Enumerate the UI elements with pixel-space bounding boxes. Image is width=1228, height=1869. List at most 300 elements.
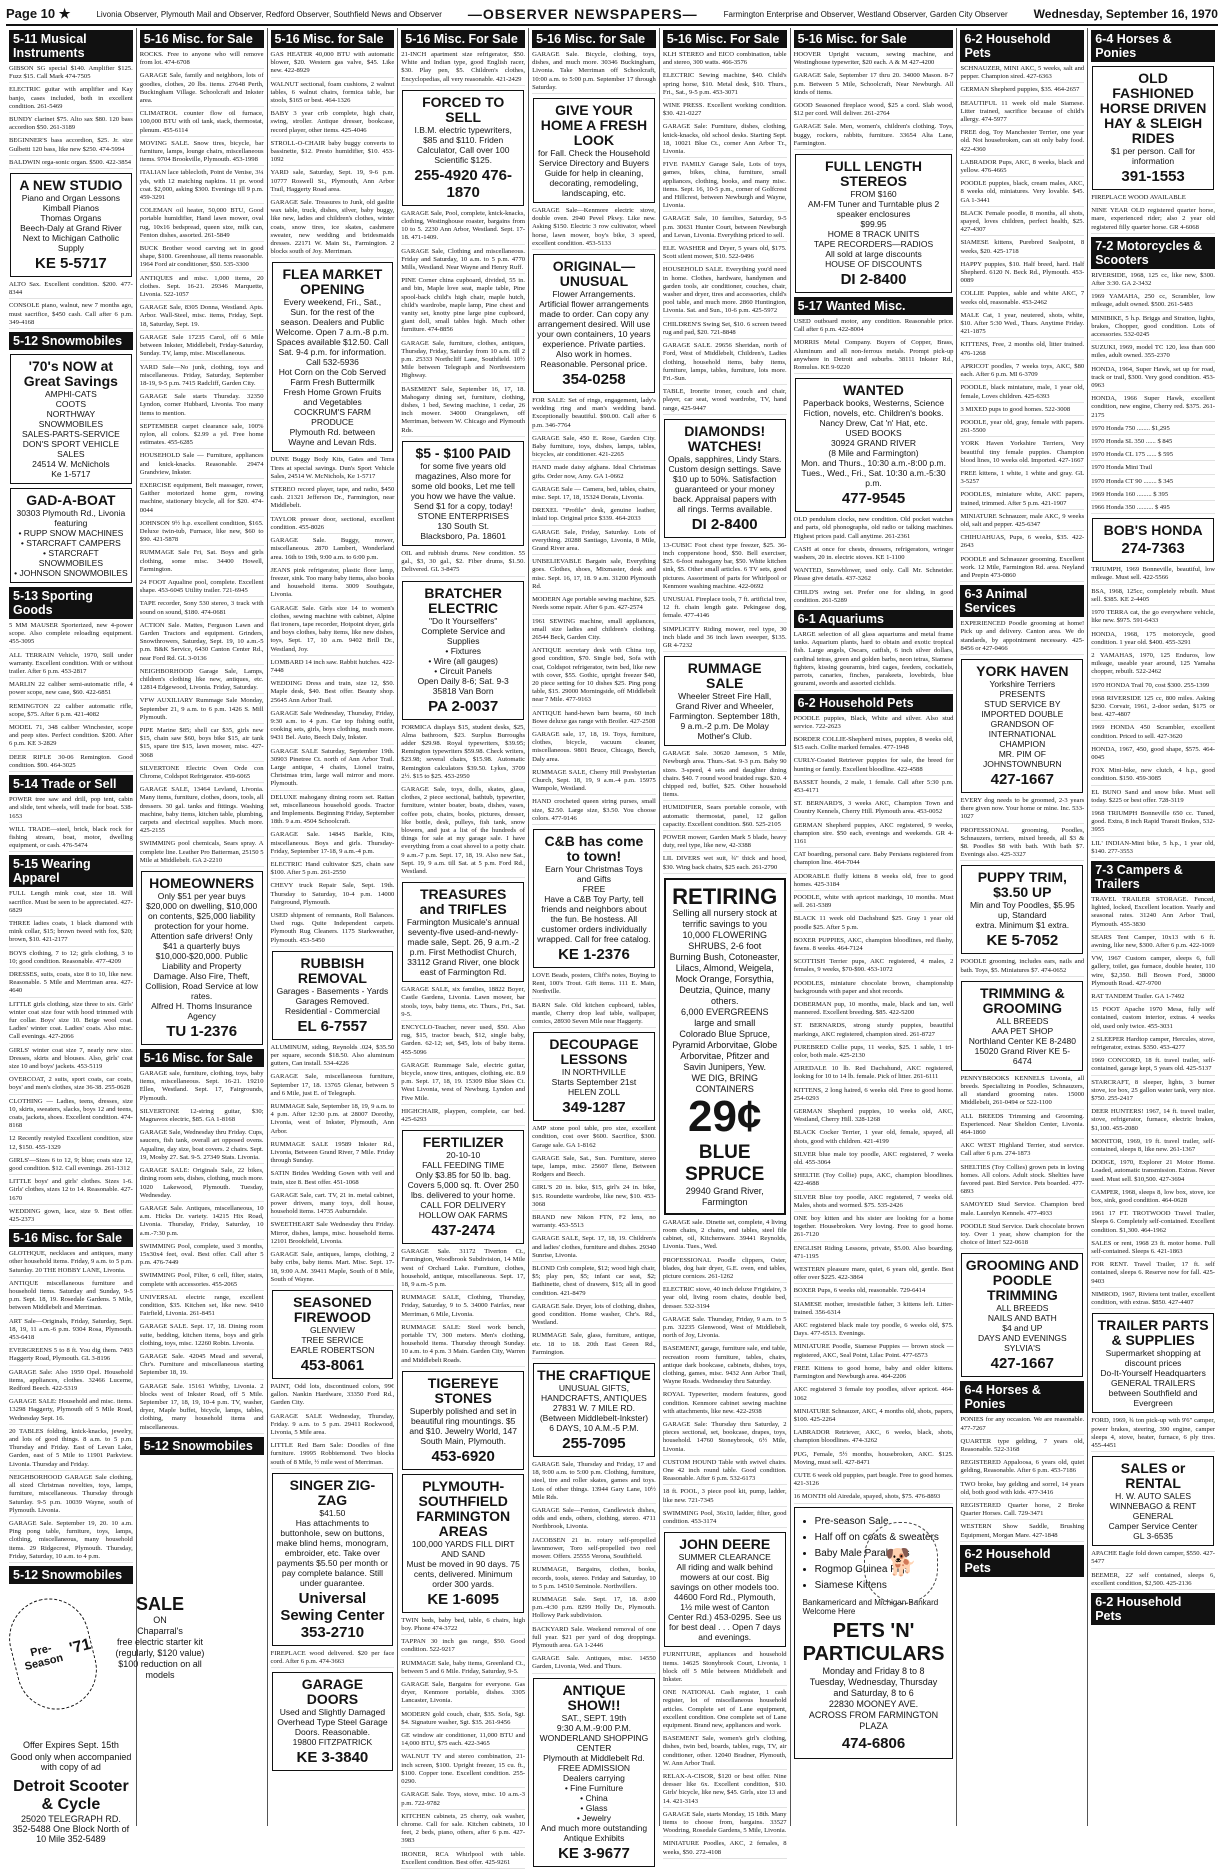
pets-intro: Bankamericard and Michigan Bankard Welcome Here <box>802 1597 939 1616</box>
display-ad <box>533 98 655 203</box>
classified-ad: BOXER Pups, 6 weeks old, reasonable. 729-6414 <box>794 1287 954 1297</box>
display-ad-line: Yorkshire Terriers <box>989 678 1056 689</box>
classified-ad: PROFESSIONAL grooming, Poodles, Schnauzers, terriers, mixed breeds, all $3 & $8. Poodles $8 with bath. With bath $7. Evenings also. 425-3327 <box>960 827 1084 862</box>
classified-ad: ROCKS. Free to anyone who will remove from lot. 474-6708 <box>140 51 264 69</box>
display-ad-title: FLEA MARKET OPENING <box>282 266 383 298</box>
display-ad-title: SINGER ZIG-ZAG <box>289 1476 376 1508</box>
display-ad-title: C&B has come to town! <box>544 832 644 864</box>
classified-ad: MINIATURE Poodles, AKC, 2 females, 8 weeks, $50. 272-4108 <box>663 1840 787 1858</box>
retiring-ad-line: WE DIG, BRING CONTAINERS <box>691 1072 758 1094</box>
retiring-ad-line: large and small <box>694 1017 756 1028</box>
display-ad-phone: KE 3-9677 <box>558 1844 630 1862</box>
classified-ad: GARAGE Sale: Also 1959 Opel. Household items, appliances, clothes. 32466 Lucerne, Redford Beech. 422-5319 <box>9 1369 133 1396</box>
classified-ad: ANTIQUES and misc. 1,000 items, 20 clothes. Sept. 16-21. 29346 Marquette, Livonia. 522-1057 <box>140 275 264 302</box>
classified-ad: GARAGE Sale. Girls size 14 to women's clothes, sewing machine with cabinet, Alpine flat ironers, tape recorder, Hotpoint dryer, girls and boys clothes, baby items, like new dishes, toys, Sept. 17, 10 a.m. 9402 Brill Dr., Westland, Joy. <box>271 605 395 656</box>
display-ad-line: for some five years old magazines, Also more for some old books, Let me tell you how we have the value. Send $1 for a copy, today! <box>410 460 516 511</box>
classified-ad: JACOBSEN 21 in. rotary self-propelled lawnmower, Toro self-propelled two reel mower. Offers. 25555 Verona, Southfield. <box>532 1537 656 1564</box>
classified-ad: BSA, 1968, 125cc, completely rebuilt. Must sell. $385. KE 2-4405 <box>1091 588 1215 606</box>
classified-ad: GARAGE Sale. Thursday, Friday, 9 a.m. to 5 p.m. 32235 Glenwood, West of Middlebelt, north of Joy, Livonia. <box>663 1316 787 1343</box>
classified-ad: UNIVERSAL electric range, excellent condition, $35. Kitchen set, like new. 9410 Fairfield, Livonia. 261-8451 <box>140 1294 264 1321</box>
classified-ad: BASSET hounds, 2 male, 1 female. Call after 5:30 p.m. 453-4171 <box>794 779 954 797</box>
display-ad-line: 15020 Grand River KE 5-6474 <box>974 1045 1071 1066</box>
display-ad-phone: 437-2474 <box>431 1222 495 1240</box>
classified-ad: PROFESSIONAL Poodle clippers, Oster, blades, dog hair dryer, G.E. oven, end tables, picture cornices. 261-1262 <box>663 1257 787 1284</box>
classified-ad: HONDA, 1966 Super Hawk, excellent condition, new engine, Cherry red. $375. 261-2175 <box>1091 395 1215 422</box>
classified-ad: 12 Recently restyled Excellent condition, size 12, $150. 455-1329 <box>9 1135 133 1153</box>
display-ad-title: FERTILIZER <box>422 1134 504 1151</box>
classified-ad: BOYS clothing, 7 to 12; girls clothing, 3 to 10; good condition. Reasonable. 477-4209 <box>9 950 133 968</box>
classified-ad: BLACK Cocker Terrier, 1 year old, female, spayed, all shots, good with children. 421-4199 <box>794 1129 954 1147</box>
classified-ad: ANTIQUE miscellaneous furniture and household items. Saturday and Sunday, 9-5 p.m. Sept. 18, 19. Rosedale Gardens. 5 Mile, between Middlebelt and Merriman. <box>9 1280 133 1315</box>
pre-season-badge-year: '71 <box>67 1635 93 1658</box>
display-ad-line: Must be moved in 90 days. 75 cents, delivered. Minimum order 300 yards. <box>406 1558 520 1589</box>
classified-ad: LIL DIVERS wet suit, ¾" thick and hood, $30. Wing back chairs, $25 each. 261-2790 <box>663 855 787 873</box>
display-ad-line: • China <box>580 1792 608 1803</box>
classified-ad: LITTLE Red Barn Sale: Doodles of fine furniture. 19995 Robbiemond. Two blocks south of 8 Mile, ½ mile west of Merriman. <box>271 1442 395 1469</box>
classified-ad: YARD sale, Saturday, Sept. 19, 9-6 p.m. 10777 Roswell St., Plymouth, Ann Arbor Trail, Haggerty Road area. <box>271 169 395 196</box>
display-ad-line: SAT., SEPT. 19th <box>561 1712 627 1723</box>
display-ad-line: • STARCRAFT CAMPERS <box>20 538 121 549</box>
display-ad-phone: 391-1553 <box>1121 168 1185 185</box>
display-ad-line: • RUPP SNOW MACHINES <box>18 528 124 539</box>
classified-ad: ENCYCLO-Teacher, never used, $50. Also rug, $15, tractor beach, $12, single baby, Garden. 62-12; set, $45, lots of baby items. 455-5096 <box>401 1024 525 1059</box>
classified-ad: REGISTERED Appaloosa, 6 years old, quiet gelding, Reasonable. After 6 p.m. 453-7186 <box>960 1459 1084 1477</box>
classified-ad: COLEMAN oil heater, 50,000 BTU, Good portable humidifier, Hand lawn mower, oval rug, 10x16 bedspread, queen size, milk can, Fenton dishes, assorted. 261-5849 <box>140 207 264 242</box>
classified-ad: MODERN gold couch, chair, $35. Sofa, Sgt. $4. Signature washer, Sgt. $35. 261-9456 <box>401 1711 525 1729</box>
classified-ad: 1970 HONDA Trail 70, cost $300. 255-1399 <box>1091 682 1215 692</box>
classified-ad: GIBSON SG special $140. Amplifier $125. Fuzz $15. Call Mark 474-7505 <box>9 65 133 83</box>
classified-ad: ART Sale—Originals, Friday, Saturday, Sept. 18, 19, 11 a.m.-6 p.m. 9304 Rosa, Plymouth. 453-6418 <box>9 1318 133 1345</box>
section-heading: 5-16 Misc. for Sale <box>794 30 954 48</box>
classified-ad: FIVE FAMILY Garage Sale, Lots of toys, games, bikes, china, furniture, small appliances, clothing, books, and many misc. items. Sept. 16, 10-5 p.m., corner of Golfcrest and Hillcrest, between Newburgh and Wayne, Livonia. <box>663 161 787 212</box>
display-ad-title: HOMEOWNERS <box>149 875 255 892</box>
retiring-ad-line: Colorado Blue Spruce, Pyramid Arborvitae, Globe Arborvitae, Pfitzer and Savin Junipers, Yew. <box>672 1028 778 1072</box>
classified-ad: RAT TANDEM Trailer. GA 1-7492 <box>1091 993 1215 1003</box>
classified-ad: GARAGE Sale. Buggy, mower, miscellaneous. 2870 Lambert, Wonderland area. 16th to 19th, 9:00 a.m. to 6:00 p.m. <box>271 537 395 564</box>
sale-line: models <box>145 1669 175 1680</box>
classified-ad: EXPERIENCED Poodle grooming at home! Pick up and delivery. Canton area. We do standards, by appointment necessary. 425-8456 or 427-0466 <box>960 620 1084 655</box>
display-ad-phone: 477-9545 <box>841 490 906 508</box>
classified-ad: VW, 1967 Custom camper, sleeps 6, full gallery, toilet, gas furnace, double heater, 110 wire, $2,350. Bill Brown Ford, 38000 Plymouth Road. 427-9700 <box>1091 955 1215 990</box>
display-ad-title: YORK HAVEN <box>976 662 1069 679</box>
display-ad-phone: 427-1667 <box>990 770 1055 788</box>
classified-ad: WANTED, Snowblower, used only. Call Mr. Schneider. Please give details. 437-3262 <box>794 567 954 585</box>
classified-ad: GARAGE Sale. Antiques, miscellaneous, 10 a.m. Hicks Dr. variety. 14215 Hix Road, Livonia. Thursday, Friday, Saturday, 10 a.m.-7:30 p.m. <box>140 1205 264 1240</box>
display-ad-line: FALL FEEDING TIME <box>422 1160 505 1171</box>
classified-ad: AKC WEST Highland Terrier, stud service. Call after 6 p.m. 274-1873 <box>960 1142 1084 1160</box>
classified-ad: POWER mower, Garden Mark 5 blade, heavy duty, reel type, like new, 42-3388 <box>663 834 787 852</box>
classified-ad: AKC registered black male toy poodle, 6 weeks old, $75. Days. 477-6513. Evenings. <box>794 1322 954 1340</box>
pets-item: • Pre-season Sale <box>815 1514 945 1530</box>
pre-season-badge-label: Pre-Season <box>23 1642 65 1673</box>
classified-ad: GARAGE Sale Wednesday, Thursday, Friday, 9:30 a.m. to 4 p.m. Car top fishing outfit, cooking sets, girls, boys clothing, much more. 9431 Bel. Auto, Beech Daly, Inkster. <box>271 710 395 745</box>
classified-column <box>529 28 660 1862</box>
display-ad-title: RUBBISH REMOVAL <box>297 954 367 986</box>
display-ad-phone: 354-0258 <box>562 371 626 389</box>
display-ad-line: HOME 8 TRACK UNITS <box>827 229 920 240</box>
classified-ad: ELECTRIC Hand cultivator $25, chain saw $100. After 5 p.m. 261-2550 <box>271 861 395 879</box>
sale-line: ON <box>153 1614 167 1625</box>
classified-ad: RUMMAGE Sale, baby items, Greenland Ct., between 5 and 6 Mile. Friday, Saturday, 9-5. <box>401 1660 525 1678</box>
classified-ad: HIGHCHAIR, playpen, complete, car bed. 425-6293 <box>401 1108 525 1126</box>
classified-ad: SWIMMING Pool, complete, used 3 months, 15x30x4 feet, oval. Best offer. Call after 5 p.m. 476-7449 <box>140 1243 264 1270</box>
display-ad-line: AAA PET SHOP <box>991 1025 1054 1036</box>
display-ad-title: PUPPY TRIM, $3.50 UP <box>977 869 1067 901</box>
classified-ad: POODLE puppies, Black, White and silver. Also stud service. 722-2623 <box>794 715 954 733</box>
display-ad-line: Next to Michigan Catholic Supply <box>22 233 120 254</box>
classified-ad: GARAGE Sale, Friday, Saturday. Lots of everything. 20288 Santiago, Livonia, 8 Mile, Grand River area. <box>532 529 656 556</box>
display-ad-line: Plymouth Rd. between Wayne and Levan Rds. <box>288 427 377 448</box>
classified-ad: 15 FOOT Apache 1970 Mesa, fully self contained, custom interior, extras. 4 weeks old, used only twice. 455-3031 <box>1091 1006 1215 1033</box>
classified-ad: FOR SALE: Set of rings, engagement, lady's wedding ring and man's wedding band. Exceptionally beautiful. $90.00. Call after 6 p.m. 346-7764 <box>532 397 656 432</box>
classified-ad: WALNUT TV and stereo combination, 21-inch screen, $100. Upright freezer, 15 cu. ft., $100. Copper tone. Excellent condition. 255-0290. <box>401 1753 525 1788</box>
classified-ad: TRIUMPH, 1969 Bonneville, beautiful, low mileage. Must sell. 422-5566 <box>1091 566 1215 584</box>
section-heading: 5-14 Trade or Sell <box>9 775 133 793</box>
display-ad-line: HELEN ZOLL <box>567 1087 620 1098</box>
display-ad <box>272 262 394 452</box>
pets-hours-2: Tuesday, Wednesday, Thursday and Saturday, 8 to 6 <box>809 1676 938 1698</box>
display-ad-line: Opals, sapphires, Lindy Stars. Custom design settings. Save $10 up to 50%. Satisfaction guaranteed or your money back. Appraisal papers with all rings. Terms available. <box>668 453 782 514</box>
classified-ad: RUMMAGE Sale, September 18, 19, 9 a.m. to 4 p.m. After 12:30 p.m. at 28007 Dorothy, Livonia, west of Inkster, Plymouth, Ann Arbor. <box>271 1103 395 1138</box>
classified-ad: BASEMENT, garage, furniture sale, end table, recreation room furniture, tables, chairs, antique dark bookcase, cabinets, dishes, toys, clothing, games, misc. 9432 Ann Arbor Trail, Wayne Roads. Wednesday thru Saturday. <box>663 1345 787 1388</box>
section-heading: 6-2 Household Pets <box>960 30 1084 62</box>
dog-illustration: 🐕 <box>864 1522 938 1604</box>
classified-ad: ALL BREEDS Trimming and Grooming. Experienced. Near Sheldon Center, Livonia. 464-1860 <box>960 1113 1084 1140</box>
display-ad-line: HOLLOW OAK FARMS <box>418 1210 508 1221</box>
classified-ad: SUZUKI, 1969, model TC 120, less than 600 miles, adult owned. 355-2370 <box>1091 344 1215 362</box>
display-ad-title: JOHN DEERE <box>679 1536 771 1553</box>
display-ad-line: Beech-Daly at Grand River <box>20 223 122 234</box>
newspaper-page <box>6 4 1218 1866</box>
pets-item: • Baby Male Parakeets <box>815 1546 945 1562</box>
classified-ad: 2 SLEEPER Hardtop camper, Hercules, stove, refrigerator, extras. $350. 453-4277 <box>1091 1036 1215 1054</box>
classified-ad: 1970 Honda CT 90 ........ $ 345 <box>1091 478 1215 488</box>
classified-ad: GARAGE Sale, antiques, lamps, clothing, 2 baby cribs, baby items. Mart. Misc. Sept. 17-18, 9:00 A.M. 39411 Maple, South of 8 Mile, South of Wayne. <box>271 1251 395 1286</box>
classified-ad: GARAGE Sale. Toys, stove, misc. 10 a.m.-3 p.m. 722-9782 <box>401 1791 525 1809</box>
classified-ad: CHILD'S swing set. Prefer one for sliding, in good condition. 261-5289 <box>794 589 954 607</box>
classified-ad: 1970 Honda SL 350 ...... $ 845 <box>1091 438 1215 448</box>
display-ad-line: I.B.M. electric typewriters, $85 and $110. Friden Calculator, Call over 100 Scientific $125. <box>414 124 512 165</box>
classified-ad: TAPE recorder, Sony 530 stereo, 3 track with sound on sound, $180. 474-0681 <box>140 600 264 618</box>
retiring-ad-sub: BLUE SPRUCE <box>685 1141 765 1185</box>
pets-n-particulars-ad <box>794 1507 954 1759</box>
classified-ad: HAND made daisy afghans. Ideal Christmas gifts. Order now, Amy. GA 1-0662 <box>532 464 656 482</box>
classified-ad: IRONER, RCA Whirlpool with table. Excellent condition. Best offer. 425-9261 <box>401 1851 525 1869</box>
classified-ad: VFW AUXILIARY Rummage Sale Monday, September 21, 9 a.m. to 6 p.m. 1426 S. Mill Plymouth. <box>140 697 264 724</box>
classified-ad: SILVERTONE 12-string guitar, $30; Magnavox electric, $85. GA 1-8168 <box>140 1108 264 1126</box>
display-ad-line: COOTS <box>55 399 86 410</box>
classified-ad: NEIGHBORHOOD GARAGE Sale clothing, all sized Christmas novelties, toys, lamps, furniture, miscellaneous. Thursday through Saturday. 9-5 p.m. 10039 Wayne, south of Plymouth. Livonia. <box>9 1474 133 1517</box>
classified-ad: GIRL'S 20 in. bike, $15, girl's 24 in. bike, $15. Roundette wardrobe, like new, $10. 453-3068 <box>532 1184 656 1211</box>
display-ad-line: MR. PIM OF <box>998 748 1046 759</box>
classified-ad: BEAUTIFUL 11 week old male Siamese. Litter trained, sacrifice because of child's allergy. 474-5977 <box>960 100 1084 127</box>
classified-ad: GERMAN Shepherd puppies, 10 weeks old, AKC, Westland, Cherry Hill. 328-1268 <box>794 1108 954 1126</box>
classified-ad: GAS HEATER 40,000 BTU with automatic blower, $20. Western gas valve, $45. Like new. 422-8929 <box>271 51 395 78</box>
classified-ad: RUMMAGE SALE 19589 Inkster Rd., Livonia, Between Grand River, 7 Mile. Friday through Sunday. <box>271 1141 395 1168</box>
display-ad-phone: 274-7363 <box>1121 540 1185 558</box>
sale-block <box>105 1594 215 1681</box>
display-ad-line: Do-It-Yourself Headquarters <box>1100 1368 1206 1379</box>
display-ad-title: TIGEREYE STONES <box>427 1374 499 1406</box>
classified-ad: HAND crocheted queen string purses, small size, $2.50. Large size, $3.50. You choose colors. 477-9146 <box>532 798 656 825</box>
classified-ad: POODLES, miniature chocolate brown, championship backgrounds with paper and shot records. <box>794 980 954 998</box>
sale-line: Chaparral's <box>137 1625 183 1636</box>
classified-ad: FOR RENT. Travel Trailer, 17 ft. self contained, sleeps 6. Reserve now for fall. 425-9403 <box>1091 1261 1215 1288</box>
classified-ad: GARAGE Sale. 42045 Mead and several, Chr's. Furniture and miscellaneous starting September 18, 19. <box>140 1353 264 1380</box>
display-ad-line: Piano and Organ Lessons <box>21 193 121 204</box>
classified-ad: GARAGE SALE. 29656 Sheridan, north of Ford, West of Middlebelt, Children's, Ladies clothing, household items, baby items, furniture, lamps, tables, furniture, lots more. Fri.-Sun. <box>663 342 787 385</box>
display-ad-line: extra. Minimum $1 extra. <box>975 920 1070 931</box>
classified-column <box>398 28 529 1866</box>
classified-ad: 21-INCH apartment size refrigerator, $50. White and Indian type, good English racer, $30. Play pen, $5. Children's clothes, Encyclopedias, all very reasonable. 421-2429 <box>401 51 525 86</box>
section-heading: 5-11 Musical Instruments <box>9 30 133 62</box>
classified-ad: GARAGE Sale, 10 families, Saturday, 9-5 p.m. 30631 Hunter Court, between Newburgh and Levan, Livonia. Everything priced to sell. <box>663 215 787 242</box>
display-ad-line: WINNEBAGO & RENT GENERAL <box>1109 1501 1197 1522</box>
display-ad-phone: TU 1-2376 <box>166 1023 238 1041</box>
display-ad <box>533 1032 655 1121</box>
display-ad-line: Thomas Organs <box>40 213 102 224</box>
section-heading: 5-12 Snowmobiles <box>9 332 133 350</box>
display-ad <box>1092 518 1214 562</box>
classified-ad: POODLE Stud Service. Dark chocolate brown toy. Over 1 year, show champion for the choice of litter! 522-0618 <box>960 1223 1084 1250</box>
sale-line: $100 reduction on all <box>118 1658 202 1669</box>
display-ad-line: $4 and UP <box>1002 1323 1043 1334</box>
section-heading: 6-2 Household Pets <box>794 694 954 712</box>
classified-ad: 1966 Honda 350 .......... $ 495 <box>1091 504 1215 514</box>
classified-ad: PIPE Marine $85; shell car $35, girls new $15, chain saw $60, boys bike $15, air tank $15, spare tire $15, lawn mower, misc. 427-3068 <box>140 727 264 762</box>
classified-ad: RIVERSIDE, 1968, 125 cc, like new, $300. After 3:30. GA 2-3432 <box>1091 272 1215 290</box>
classified-ad: SWEETHEART Sale Wednesday thru Friday. Mirror, dishes, lamps, misc. household items. 12101 Brookfield, Livonia. <box>271 1221 395 1248</box>
display-ad-line: Paperback books, Westerns, Science Fiction, novels, etc. Children's books. Nancy Drew, Cat 'n' Hat, etc. <box>802 398 945 429</box>
classified-ad: EVERY dog needs to be groomed, 2-3 years there given now. Your home or mine. Inc. 533-1027 <box>960 797 1084 824</box>
classified-ad: BUCK Brother wood carving set in good shape, $100. Greenhouse, all items reasonable. 1964 Ford air conditioner, $50. 535-3300 <box>140 245 264 272</box>
section-heading: 6-3 Animal Services <box>960 585 1084 617</box>
classified-ad: REGISTERED Quarter horse, 2 Broke Quarter Horses. Call. 729-3471 <box>960 1502 1084 1520</box>
pets-store-name: PETS 'N' PARTICULARS <box>802 1619 945 1665</box>
display-ad-title: TRAILER PARTS & SUPPLIES <box>1097 1317 1209 1349</box>
classified-ad: 20 TABLES folding, knick-knacks, jewelry, and lots of good things. 8 a.m. to 5 p.m. Thursday and Friday. East of Levan Lake, Garden, east of 5 Mile to 11901 Parkview. Livonia. Thursday and Friday. <box>9 1428 133 1471</box>
display-ad-line: Have a C&B Toy Party, tell friends and neighbors about the fun. Be hostess. All customer orders individually wrapped. Call for free catalog. <box>537 893 651 944</box>
classified-ad: SEPTEMBER carpet clearance sale, 100% nylon, all colors. $2.99 a yd. Free home estimates. 455-6285 <box>140 423 264 450</box>
masthead-papers: Livonia Observer, Plymouth Mail and Observer, Redford Observer, Southfield News and Observer <box>96 9 442 19</box>
classified-ad: OVERCOAT, 2 suits, sport coats, car coats, boys' and men's clothes, size 36-38. 255-0628 <box>9 1076 133 1094</box>
classified-ad: GERMAN Shepherd puppies, AKC registered, 9 weeks, champion sire. $50 each, evenings and weekends. GR 4-1161 <box>794 822 954 849</box>
display-ad-line: EARLE ROBERTSON <box>290 1344 375 1355</box>
display-ad-line: Complete Service and Supplies <box>421 625 505 646</box>
classified-ad: CLOTHING — Ladies, teens, dresses, size 10, skirts, sweaters, slacks, boys 12 and teens, coats, jackets, shoes. Excellent condition. 474-8168 <box>9 1098 133 1133</box>
display-ad-phone: KE 5-7052 <box>986 932 1059 950</box>
display-ad <box>402 1130 524 1244</box>
display-ad-phone: 255-7095 <box>562 1435 626 1453</box>
display-ad-line: IMPORTED DOUBLE GRANDSON OF <box>981 708 1064 729</box>
classified-ad: TAYLOR presser door, sectional, excellent condition. 455-8026 <box>271 516 395 534</box>
classified-ad: GARAGE SALE: Household and misc. items. 13298 Haggerty, Plymouth off 5 Mile Road, Wednesday Sept. 16. <box>9 1398 133 1425</box>
classified-ad: YARD Sale—No junk, clothing, toys and miscellaneous. Friday, Saturday, September 18-19, 9-5 p.m. 7415 Radcliff, Garden City. <box>140 364 264 391</box>
classified-ad: CHEVY truck Repair Sale, Sept. 19th. Thursday to Saturday, 10-4 p.m. 14000 Fairground, Plymouth. <box>271 882 395 909</box>
display-ad-line: Farmington Musicale's annual seventy-five used-and-newly-made sale, Sept. 26, 9 a.m.-2 p.m. First Methodist Church, 33112 Grand River, one block east of Farmington Rd. <box>406 917 520 978</box>
page-number: Page 10 ★ <box>6 6 71 21</box>
classified-ad: 1970 Honda 750 ........ $1,295 <box>1091 425 1215 435</box>
classified-ad: SHELTIES (Toy Collies) grown pets in loving homes. All colors. Adult stock. Shelties have favored past. Bird Service. Pets boarded. 477-6893 <box>960 1164 1084 1199</box>
classified-ad: ELE. WASHER and Dryer, 5 years old, $175. Scott silent mower, $10. 522-9496 <box>663 245 787 263</box>
sale-title: SALE <box>135 1593 184 1614</box>
display-ad-line: CALL FOR DELIVERY <box>420 1200 506 1211</box>
classified-ad: FREE kittens, 1 white, 1 white and gray. GL 3-5257 <box>960 470 1084 488</box>
classified-ad: SWIMMING Pool, 36x10, ladder, filter, good condition. 453-3174 <box>663 1510 787 1528</box>
display-ad-phone: 427-1667 <box>990 1355 1055 1373</box>
display-ad-line: • Fine Furniture <box>564 1782 624 1793</box>
classified-ad: BACKYARD Sale. Weekend removal of one full year. $21 per yard of dog droppings. Plymouth area. GA 1-2446 <box>532 1626 656 1653</box>
classified-ad: BUNDY clarinet $75. Alto sax $80. 120 bass accordion $50. 261-3189 <box>9 116 133 134</box>
display-ad-line: Starts September 21st <box>551 1077 637 1088</box>
classified-ad: ELECTRIC Sewing machine, $40. Child's spring horse, $10. Metal desk, $10. Thurs., Fri., Sat., 9-5 p.m. 453-3071 <box>663 72 787 99</box>
classified-ad: GARAGE SALE. Sept. 17, 18. Dining room suite, bedding, kitchen items, boys and girls clothing, toys, misc. 12260 Robin. Livonia. <box>140 1323 264 1350</box>
classified-ad: ST. BERNARDS, strong sturdy puppies, beautiful markings, AKC registered, champion sired. 261-8727 <box>794 1022 954 1040</box>
classified-ad: HONDA, 1967, 450, good shape, $575. 464-0045 <box>1091 746 1215 764</box>
display-ad-line: • Circuit Panels <box>434 665 493 676</box>
dealer-name: Detroit Scooter & Cycle <box>13 1777 129 1813</box>
classified-ad: GARAGE SALE, six families, 18822 Boyer, Castle Gardens, Livonia. Lawn mower, bar stools, toys, baby items, etc. Thurs., Fri., Sat. 9-5. <box>401 986 525 1021</box>
display-ad-phone: 453-6920 <box>431 1447 495 1465</box>
snowmobile-sale-ad <box>9 1588 205 1738</box>
classified-column <box>268 28 399 1826</box>
classified-ad: SWIMMING Pool, Filter, 6 cell, filter, stairs, complete with accessories. 455-2065 <box>140 1272 264 1290</box>
display-ad-line: Superbly polished and set in beautiful ring mountings. $5 and $10. Jewelry World, 147 South Main, Plymouth. <box>409 1405 517 1446</box>
classified-ad: 24 FOOT Aqualine pool, complete. Excellent shape. 453-6045 Utility trailer. 721-6945 <box>140 579 264 597</box>
classified-ad: 13-CUBIC Foot chest type freezer, $25. 36-inch copperstone hood, $50. Bell exerciser, $25. 6-foot mahogany bar, $50. White kitchen sink, $5. Other small articles. 6 TV sets, good pictures. Assortment of parts for Whirlpool or Kenmore washing machine. 422-0692 <box>663 542 787 593</box>
classified-ad: CURLY-Coated Retriever puppies for sale, the breed for hunting or family. Excellent bloodline. 422-4588 <box>794 757 954 775</box>
display-ad <box>664 1532 786 1647</box>
classified-ad: POODLE grooming, includes ears, nails and bath. Toys, $5. Miniatures $7. 474-0652 <box>960 958 1084 976</box>
classified-ad: CHILDREN'S Swing Set, $10. 6 screen tweed rug and pad, $20. 721-8848 <box>663 321 787 339</box>
display-ad-line: 9:30 A.M.-9:00 P.M. <box>556 1722 631 1733</box>
masthead-brand: —OBSERVER NEWSPAPERS— <box>467 6 698 22</box>
display-ad-title: ANTIQUE SHOW!! <box>562 1681 626 1713</box>
sale-line: (regularly, $120 value) <box>115 1647 205 1658</box>
classified-ad: FREE Kittens to good home, baby and older kittens. Farmington and Newburgh area. 464-2206 <box>794 1365 954 1383</box>
classified-ad: PUG, Female, 5½ months, housebroken, AKC. $125. Moving, must sell. 427-8471 <box>794 1451 954 1469</box>
classified-ad: 3 MIXED pups to good homes. 522-3008 <box>960 406 1084 416</box>
classified-ad: PONIES for any occasion. We are reasonable. 477-7267 <box>960 1416 1084 1434</box>
display-ad-line: Garages - Basements - Yards <box>276 985 389 996</box>
classified-ad: STEREO record player, tape, and radio, $450 cash. 21321 Jefferson Dr., Farmington, near Middlebelt. <box>271 486 395 513</box>
classified-ad: MINIATURE Poodle, Siamese Puppies — brown stock — registered, AKC, Seal Point, Lilac Point. 477-6573 <box>794 1343 954 1361</box>
classified-ad: GLOTHQUE, necklaces and antiques, many other household items. Friday, 9 a.m. to 5 p.m. Saturday. 20 THE HOBBY LANE, Livonia. <box>9 1250 133 1277</box>
display-ad-line: • Wire (all gauges) <box>428 655 498 666</box>
classified-ad: TWO broke, bay gelding and sorrel, 14 years old, both good with kids. 477-3416 <box>960 1481 1084 1499</box>
display-ad <box>402 1371 524 1470</box>
offer-text: Offer Expires Sept. 15th <box>22 1739 119 1750</box>
display-ad-line: 27831 W. 7 MILE RD. (Between Middlebelt-Inkster) <box>539 1403 649 1424</box>
classified-ad: UNUSUAL Fireplace tools, 7 ft. artificial tree, 12 ft. chain length gate. Pekingese dog, female. 477-4146 <box>663 596 787 623</box>
classified-ad: THREE ladies coats, 1 black diamond with mink collar, $15; brown tweed with fox, $20; brown, $10. 421-2177 <box>9 920 133 947</box>
classified-ad: SHELTIE (Toy Collie) pups, AKC, champion bloodlines. 422-4688 <box>794 1172 954 1190</box>
classified-ad: RUMMAGE Sale Fri, Sat. Boys and girls clothing, some misc. 34400 Howell, Farmington. <box>140 549 264 576</box>
retiring-ad <box>664 878 786 1215</box>
classified-ad: GARAGE Sale. Treasures to Junk, old gaslite wax table, truck, dishes, silver, baby buggy, like new, ladies and children's clothes, winter coats, snow tires, ice skates, cashmere sweater, new wedding and bridesmaids dresses. 22171 W. Main St., Farmington. 2 blocks south of Joy. Merriman. <box>271 199 395 258</box>
classified-ad: BARN Sale. Old kitchen cupboard, tables, mantle, Cherry drop leaf table, wallpaper, comics, 28930 Seven Mile near Haggerty. <box>532 1002 656 1029</box>
classified-ad: BALDWIN orga-sonic organ. $500. 422-3854 <box>9 159 133 169</box>
section-heading: 5-16 Misc. For Sale <box>401 30 525 48</box>
display-ad-phone: 255-4920 476-1870 <box>414 166 512 201</box>
display-ad-line: Alfred H. Thoms Insurance Agency <box>151 1001 253 1022</box>
display-ad-line: Only $51 per year buys $20,000 on dwelling, $10,000 on contents, $25,000 liability protection for your home. Attention safe drivers! Only $41 a quarterly buys $10,000-$20,000. Public Liability and Property Damage. Also Fire, Theft, Collision, Road Service at low rates. <box>145 891 258 1002</box>
display-ad-line: TAPE RECORDERS—RADIOS <box>813 239 934 250</box>
display-ad <box>1092 1456 1214 1546</box>
classified-ad: SILVER Blue toy poodle, AKC registered, 7 weeks old. Males, shots and wormed. $75. 535-2426 <box>794 1194 954 1212</box>
pets-hours-1: Monday and Friday 8 to 8 <box>822 1665 925 1676</box>
display-ad <box>272 1290 394 1379</box>
display-ad-line: Plymouth at Middlebelt Rd. <box>543 1752 645 1763</box>
classified-ad: GARAGE Sale, Thursday and Friday, 17 and 18, 9:00 a.m. to 5:00 p.m. Clothing, furniture, steel, tire and roller skates, games and toys. Lots of other things. 13944 Gary Lane, 10½ Mile Rds. <box>532 1461 656 1504</box>
classified-ad: EXERCISE equipment, Belt massager, rower, Gaither motorized home gym, rowing machine, stationary bicycle, all for $20. 474-0044 <box>140 482 264 517</box>
pets-address: 22830 MOONEY AVE. <box>828 1698 919 1709</box>
classified-ad: RUMMAGE Sale, glass, furniture, antique, etc. 18 to 18. 20th East Green Rd., Farmington. <box>532 1332 656 1359</box>
classified-ad: RELAX-A-CISOR, $120 or best offer. Nine dresser like 6x. Excellent condition, $10. Girls' bicycle, like new, $45. Girls, size 13 and 14. 421-3143 <box>663 1773 787 1808</box>
classified-ad: CAMPER, 1968, sleeps 8, low box, stove, ice box, sink, good condition. 464-0628 <box>1091 1189 1215 1207</box>
classified-ad: GARAGE Sale, starts Monday, 15 18th. Many items to choose from, bargains. 33527 Woodring, Rosedale Gardens, 5 Mile, Livonia. <box>663 1811 787 1838</box>
display-ad-line: GENERAL TRAILERS <box>1111 1378 1196 1389</box>
classified-ad: APACHE Eagle fold down camper, $550. 427-5477 <box>1091 1550 1215 1568</box>
classified-ad: GARAGE Sale, Sat., Sun. Furniture, stereo tape, lamps, misc. 25607 Ilene, Between Rodgers and Beech. <box>532 1155 656 1182</box>
classified-ad: GARAGE Sale, furniture, clothes, antiques, Thursday, Friday, Saturday from 10 a.m. till 2 p.m. 25333 Northcliff Lane, Southfield. 10½ Mile between Telegraph and Northwestern Highway. <box>401 340 525 383</box>
classified-ad: GARAGE Sale, miscellaneous furniture, September 17, 18. 13765 Glenar, between 5 and 6 Mile, just E. of Telegraph. <box>271 1073 395 1100</box>
display-ad-line: Residential - Commercial <box>284 1005 380 1016</box>
classified-ad: LITTLE girls clothing, size three to six. Girls' winter coat size four with hood trimmed with fur collar. Boys' size 10. Beige wool coat. Ladies' winter coat. Ladies' coats. Also misc. Call evenings. 427-2066 <box>9 1001 133 1044</box>
display-ad-line: USED BOOKS <box>845 428 902 439</box>
classified-ad: GARAGE SALE Wednesday, Thursday, Friday. 9 a.m. to 5 p.m. 29411 Rockwood, Livonia, 5 Mile area. <box>271 1413 395 1440</box>
display-ad <box>1092 66 1214 190</box>
dealer-line: 25020 TELEGRAPH RD. <box>20 1813 121 1824</box>
classified-ad: GARAGE Sale, toys, dolls, skates, glass, clothes, 2 piece sectional, bathtub, typewriter, furniture, winter boater, boats, dishes, vases, coffee pots, chairs, books, pictures, dresser, like bottle, desk, pulleys, fish tank, snow blowers, and just a list of the hundreds of things for sale at my garage sale. I have everything from a coat shovel to a potty chair. 9 a.m.-7 p.m. Sept. 17, 18, 19. Also new Sat., Sept. 19, 9 a.m. till Sat. at 5 p.m. Ford Rd., Westland. <box>401 786 525 878</box>
section-heading: 7-2 Motorcycles & Scooters <box>1091 237 1215 269</box>
classified-ad: GARAGE Sale. 30620 Jameson, 5 Mile, Newburgh area. Thurs.-Sat. 9-3 p.m. Baby 90 sizes. 3-speed, 4 sets and daughter dining chairs. $40. 7 round wood braided rugs. $20. 4 chipped red, buffet, $25. Other household items. <box>663 750 787 801</box>
classified-ad: CLIMATROL counter flow oil furnace, 100,000 BTU with oil tank, stack, thermostat, plenum. 455-6114 <box>140 110 264 137</box>
display-ad-line: Fresh Home Grown Fruits and Vegetables <box>283 387 382 408</box>
classified-ad: WESTERN Show Saddle, Brushing Equipment, Morgan Mare. 427-1848 <box>960 1523 1084 1541</box>
classified-ad: POODLE puppies, black, cream males, AKC, 8 weeks old, miniatures. Very lovable. $45. GA 1-3441 <box>960 180 1084 207</box>
classified-ad: MONITOR, 1969, 19 ft. travel trailer, self-contained, sleeps 8, like new. 261-1367 <box>1091 1138 1215 1156</box>
classified-ad: SIAMESE kittens, Purebred Sealpoint, 8 weeks, $20. 425-1718 <box>960 239 1084 257</box>
classified-ad: GARAGE sale, 17, 18, 19. Toys, furniture, clothes, bicycle, vacuum cleaner, miscellaneous. 9801 Bruce, Chicago, Beech, Daly area. <box>532 731 656 766</box>
display-ad <box>402 90 524 206</box>
classified-ad: TRAVEL TRAILER STORAGE. Fenced, lighted, locked, Excellent location. Yearly and seasonal rates. 31240 Ann Arbor Trail, Plymouth. 455-3830 <box>1091 896 1215 931</box>
classified-ad: CAT boarding, personal care. Baby Persians registered from champion line. 464-7044 <box>794 851 954 869</box>
classified-ad: USED shipment of remnants, Roll Balances. Used rugs. Quite Independent carpets. Plymouth Rug Cleaners. 1175 Starkweather, Plymouth. 453-5450 <box>271 912 395 947</box>
display-ad <box>402 441 524 546</box>
classified-ad: GARAGE Sale. Antiques, misc. 14550 Garden, Livonia, Wed. and Thurs. <box>532 1655 656 1673</box>
classified-ad: 1968 RIVERSIDE 125 cc, 800 miles. Asking $230. Corvair, 1961, 2-door sedan, $175 or best. 427-4807 <box>1091 695 1215 722</box>
display-ad <box>10 354 132 484</box>
classified-ad: TAPPAN 30 inch gas range, $50. Good condition. 522-9217 <box>401 1638 525 1656</box>
classified-ad: GARAGE Sale 17235 Carol, off 6 Mile between Inkster, Middlebelt, Friday-Saturday, Sunday. TV, lamp, misc. Miscellaneous. <box>140 334 264 361</box>
display-ad-line: JOHNSTOWNBURN <box>982 758 1062 769</box>
display-ad-line: • Glass <box>580 1802 608 1813</box>
pets-phone: 474-6806 <box>841 1734 906 1752</box>
display-ad-line: FROM $160 <box>850 189 897 200</box>
classified-ad: GARAGE Sale, Clothing and miscellaneous. Friday and Saturday, 10 a.m. to 5 p.m. 4770 Mills, Westland. Near Wayne and Henry Ruff. <box>401 248 525 275</box>
retiring-ad-line: 6,000 EVERGREENS <box>680 1006 769 1017</box>
section-heading: 6-2 Household Pets <box>960 1545 1084 1577</box>
classified-ad: POODLE, year old, gray, female with papers. 261-5500 <box>960 419 1084 437</box>
display-ad-title: ORIGINAL—UNUSUAL <box>552 258 636 290</box>
classified-ad: BOXER PUPPIES, AKC, champion bloodlines, red flashy, fawns. 8 weeks. 464-7124 <box>794 937 954 955</box>
classified-ad: 1969 YAMAHA, 250 cc, Scrambler, low mileage, adult owned. $500. 261-5483 <box>1091 293 1215 311</box>
classified-ad: SAMOYED Stud Service. Champion bred male. Laurelyn Kennels. 477-4933 <box>960 1201 1084 1219</box>
display-ad <box>10 173 132 277</box>
offer-text: Good only when accompanied with copy of ad <box>10 1751 132 1772</box>
classified-ad: GARAGE Sale. Bicycle, clothing, toys, dishes, and much more. 30346 Buckingham, Livonia. Take Merriman off Schoolcraft, 10:00 a.m. to 5:00 p.m. September 17 through Saturday. <box>532 51 656 94</box>
